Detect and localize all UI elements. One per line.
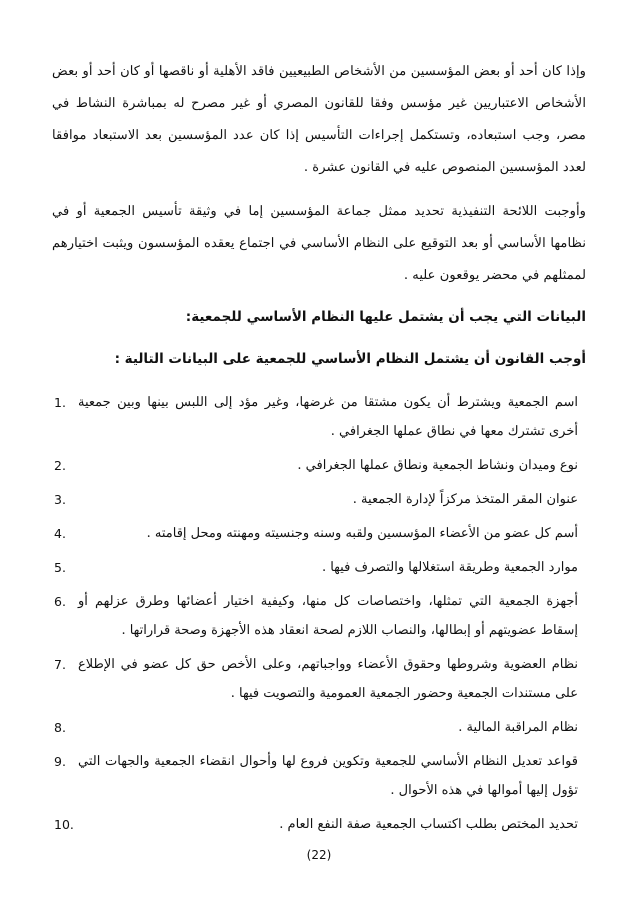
- list-item-text: أجهزة الجمعية التي تمثلها، واختصاصات كل منها، وكيفية اختيار أعضائها وطرق عزلهم أو إسقاط عضويتهم أو إبطالها، والنصاب اللازم لصحة انعقاد هذه الأجهزة وصحة قراراتها .: [78, 594, 578, 638]
- list-item: [52, 713, 586, 742]
- paragraph-founders-eligibility: وإذا كان أحد أو بعض المؤسسين من الأشخاص الطبيعيين فاقد الأهلية أو ناقصها أو كان أحد أو بعض الأشخاص الاعتباريين غير مؤسس وفقا للقانون المصري أو غير مصرح له بمباشرة النشاط في مصر، وجب استبعاده، وتستكمل إجراءات التأسيس إذا كان عدد المؤسسين بعد الاستبعاد موافقا لعدد المؤسسين المنصوص عليه في القانون عشرة .: [52, 64, 586, 175]
- list-item-number: 5.: [54, 560, 66, 575]
- document-page: [52, 56, 586, 844]
- list-item-number: 8.: [54, 720, 66, 735]
- list-item: [52, 587, 586, 645]
- list-item-text: اسم الجمعية ويشترط أن يكون مشتقا من غرضها، وغير مؤد إلى اللبس بينها وبين جمعية أخرى تشترك معها في نطاق عملها الجغرافي .: [78, 395, 578, 439]
- list-item: [52, 810, 586, 839]
- list-item: [52, 451, 586, 480]
- list-item: [52, 388, 586, 446]
- list-item: [52, 553, 586, 582]
- paragraph-founders-representative: وأوجبت اللائحة التنفيذية تحديد ممثل جماعة المؤسسين إما في وثيقة تأسيس الجمعية أو في نظامها الأساسي أو بعد التوقيع على النظام الأساسي في اجتماع يعقده المؤسسون ويثبت اختيارهم لممثلهم في محضر يوقعون عليه .: [52, 204, 586, 283]
- list-item-text: أسم كل عضو من الأعضاء المؤسسين ولقبه وسنه وجنسيته ومهنته ومحل إقامته .: [146, 526, 578, 541]
- list-item: [52, 519, 586, 548]
- list-item-number: 9.: [54, 754, 66, 769]
- section-heading: البيانات التي يجب أن يشتمل عليها النظام الأساسي للجمعية:: [185, 309, 586, 325]
- list-item-text: موارد الجمعية وطريقة استغلالها والتصرف فيها .: [321, 560, 578, 575]
- list-item-text: تحديد المختص بطلب اكتساب الجمعية صفة النفع العام .: [279, 817, 578, 832]
- list-item: [52, 650, 586, 708]
- list-item-text: نظام المراقبة المالية .: [458, 720, 578, 735]
- list-intro-heading: أوجب القانون أن يشتمل النظام الأساسي للجمعية على البيانات التالية :: [114, 351, 586, 367]
- page-number: (22): [306, 848, 332, 862]
- list-item-number: 1.: [54, 395, 66, 410]
- list-item-text: نظام العضوية وشروطها وحقوق الأعضاء وواجباتهم، وعلى الأخص حق كل عضو في الإطلاع على مستندات الجمعية وحضور الجمعية العمومية والتصويت فيها .: [78, 657, 578, 701]
- list-item-number: 4.: [54, 526, 66, 541]
- list-item-number: 7.: [54, 657, 66, 672]
- list-item-number: 3.: [54, 492, 66, 507]
- list-item: [52, 485, 586, 514]
- list-item-number: 2.: [54, 458, 66, 473]
- list-item-text: عنوان المقر المتخذ مركزاً لإدارة الجمعية .: [352, 492, 578, 507]
- list-item-number: 10.: [54, 817, 74, 832]
- list-item: [52, 747, 586, 805]
- list-item-text: نوع وميدان ونشاط الجمعية ونطاق عملها الجغرافي .: [297, 458, 578, 473]
- statute-requirements-list: [52, 388, 586, 839]
- list-item-number: 6.: [54, 594, 66, 609]
- list-item-text: قواعد تعديل النظام الأساسي للجمعية وتكوين فروع لها وأحوال انقضاء الجمعية والجهات التي تؤول إليها أموالها في هذه الأحوال .: [78, 754, 578, 798]
